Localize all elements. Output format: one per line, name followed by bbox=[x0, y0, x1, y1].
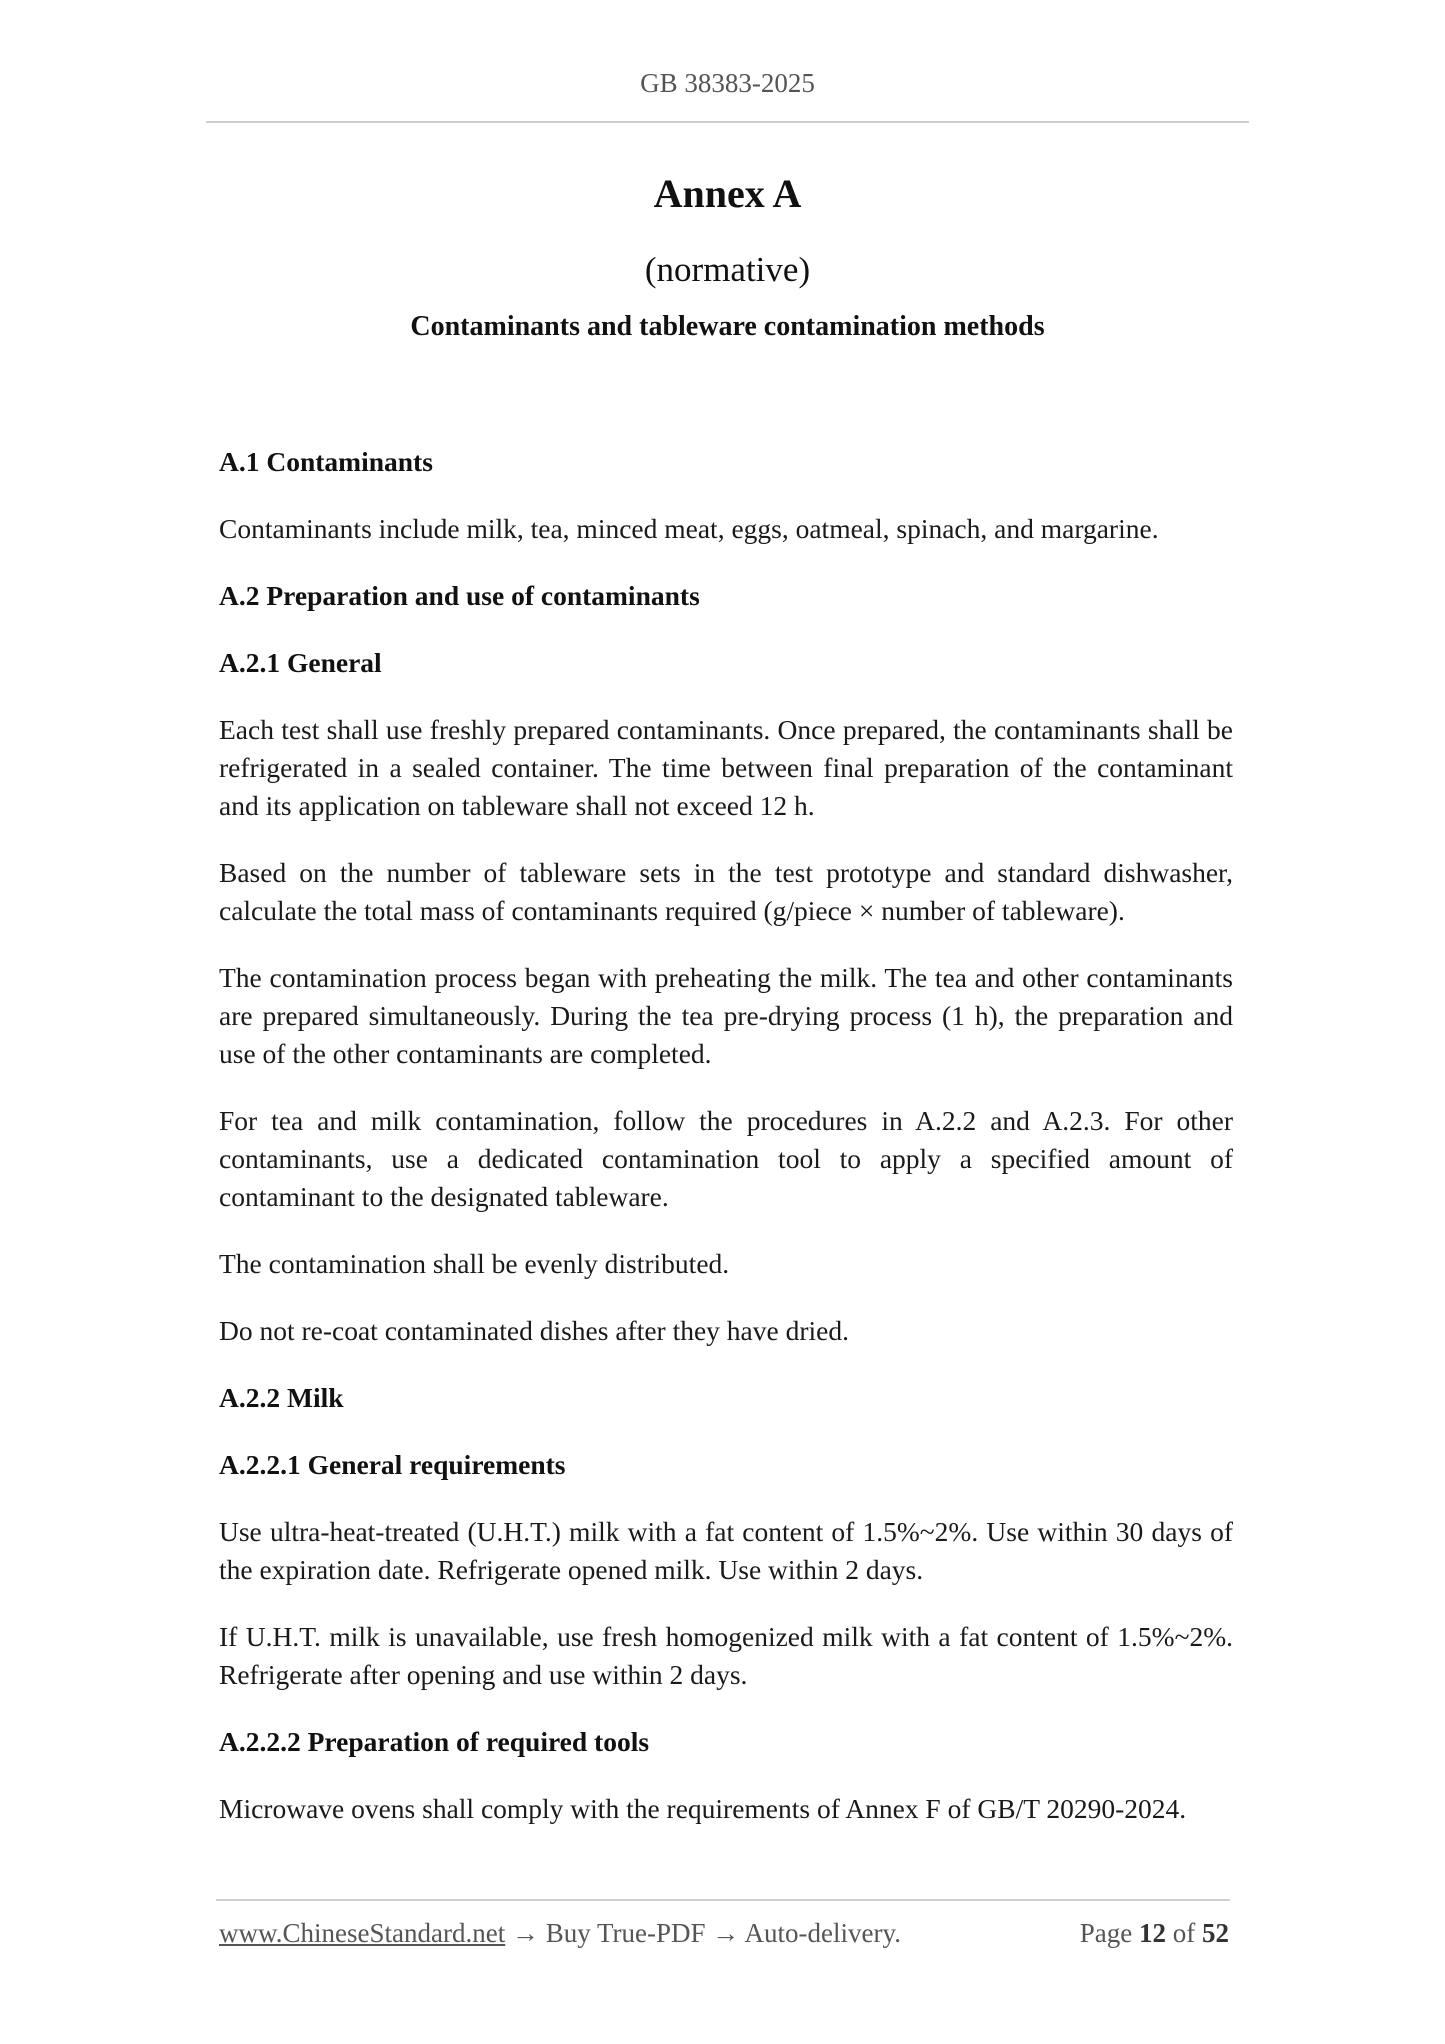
paragraph: If U.H.T. milk is unavailable, use fresh homogenized milk with a fat content of 1.5%~2%. Refrigerate after opening and use within 2 days. bbox=[219, 1621, 1233, 1690]
section-heading-a222: A.2.2.2 Preparation of required tools bbox=[219, 1726, 650, 1757]
paragraph: The contamination shall be evenly distributed. bbox=[219, 1248, 730, 1279]
page-footer bbox=[219, 1918, 1229, 1949]
paragraph: Do not re-coat contaminated dishes after they have dried. bbox=[219, 1315, 849, 1346]
footer-tagline: → Buy True-PDF → Auto-delivery. bbox=[505, 1918, 901, 1948]
paragraph: Use ultra-heat-treated (U.H.T.) milk with a fat content of 1.5%~2%. Use within 30 days of the expiration date. Refrigerate opened milk. Use within 2 days. bbox=[219, 1516, 1233, 1585]
website-link[interactable]: www.ChineseStandard.net bbox=[219, 1918, 506, 1948]
paragraph: Each test shall use freshly prepared contaminants. Once prepared, the contaminants shall be refrigerated in a sealed container. The time between final preparation of the contaminant and its application on tableware shall not exceed 12 h. bbox=[219, 714, 1233, 821]
section-heading-a221: A.2.2.1 General requirements bbox=[219, 1449, 566, 1480]
paragraph: Microwave ovens shall comply with the requirements of Annex F of GB/T 20290-2024. bbox=[219, 1793, 1187, 1824]
section-heading-a1: A.1 Contaminants bbox=[219, 446, 433, 477]
document-body bbox=[219, 443, 1233, 1857]
page-current: 12 bbox=[1139, 1918, 1166, 1948]
page-of: of bbox=[1172, 1918, 1196, 1948]
running-header: GB 38383-2025 bbox=[640, 68, 815, 98]
annex-title: Annex A bbox=[653, 171, 802, 216]
page-indicator bbox=[1080, 1918, 1229, 1949]
page-total: 52 bbox=[1202, 1918, 1229, 1948]
paragraph: The contamination process began with preheating the milk. The tea and other contaminants are prepared simultaneously. During the tea pre-drying process (1 h), the preparation and use of the other contaminants are completed. bbox=[219, 962, 1233, 1069]
page-label: Page bbox=[1079, 1918, 1133, 1948]
annex-caption: Contaminants and tableware contamination methods bbox=[410, 311, 1045, 342]
footer-divider bbox=[216, 1899, 1230, 1901]
paragraph: Based on the number of tableware sets in the test prototype and standard dishwasher, calculate the total mass of contaminants required (g/piece × number of tableware). bbox=[219, 857, 1233, 926]
paragraph: For tea and milk contamination, follow the procedures in A.2.2 and A.2.3. For other contaminants, use a dedicated contamination tool to apply a specified amount of contaminant to the designated tableware. bbox=[219, 1105, 1233, 1212]
section-heading-a21: A.2.1 General bbox=[219, 647, 382, 678]
section-heading-a22: A.2.2 Milk bbox=[219, 1382, 344, 1413]
section-heading-a2: A.2 Preparation and use of contaminants bbox=[219, 580, 700, 611]
footer-left bbox=[219, 1918, 901, 1949]
paragraph: Contaminants include milk, tea, minced meat, eggs, oatmeal, spinach, and margarine. bbox=[219, 513, 1159, 544]
header-divider bbox=[206, 121, 1249, 123]
annex-type: (normative) bbox=[644, 250, 811, 289]
